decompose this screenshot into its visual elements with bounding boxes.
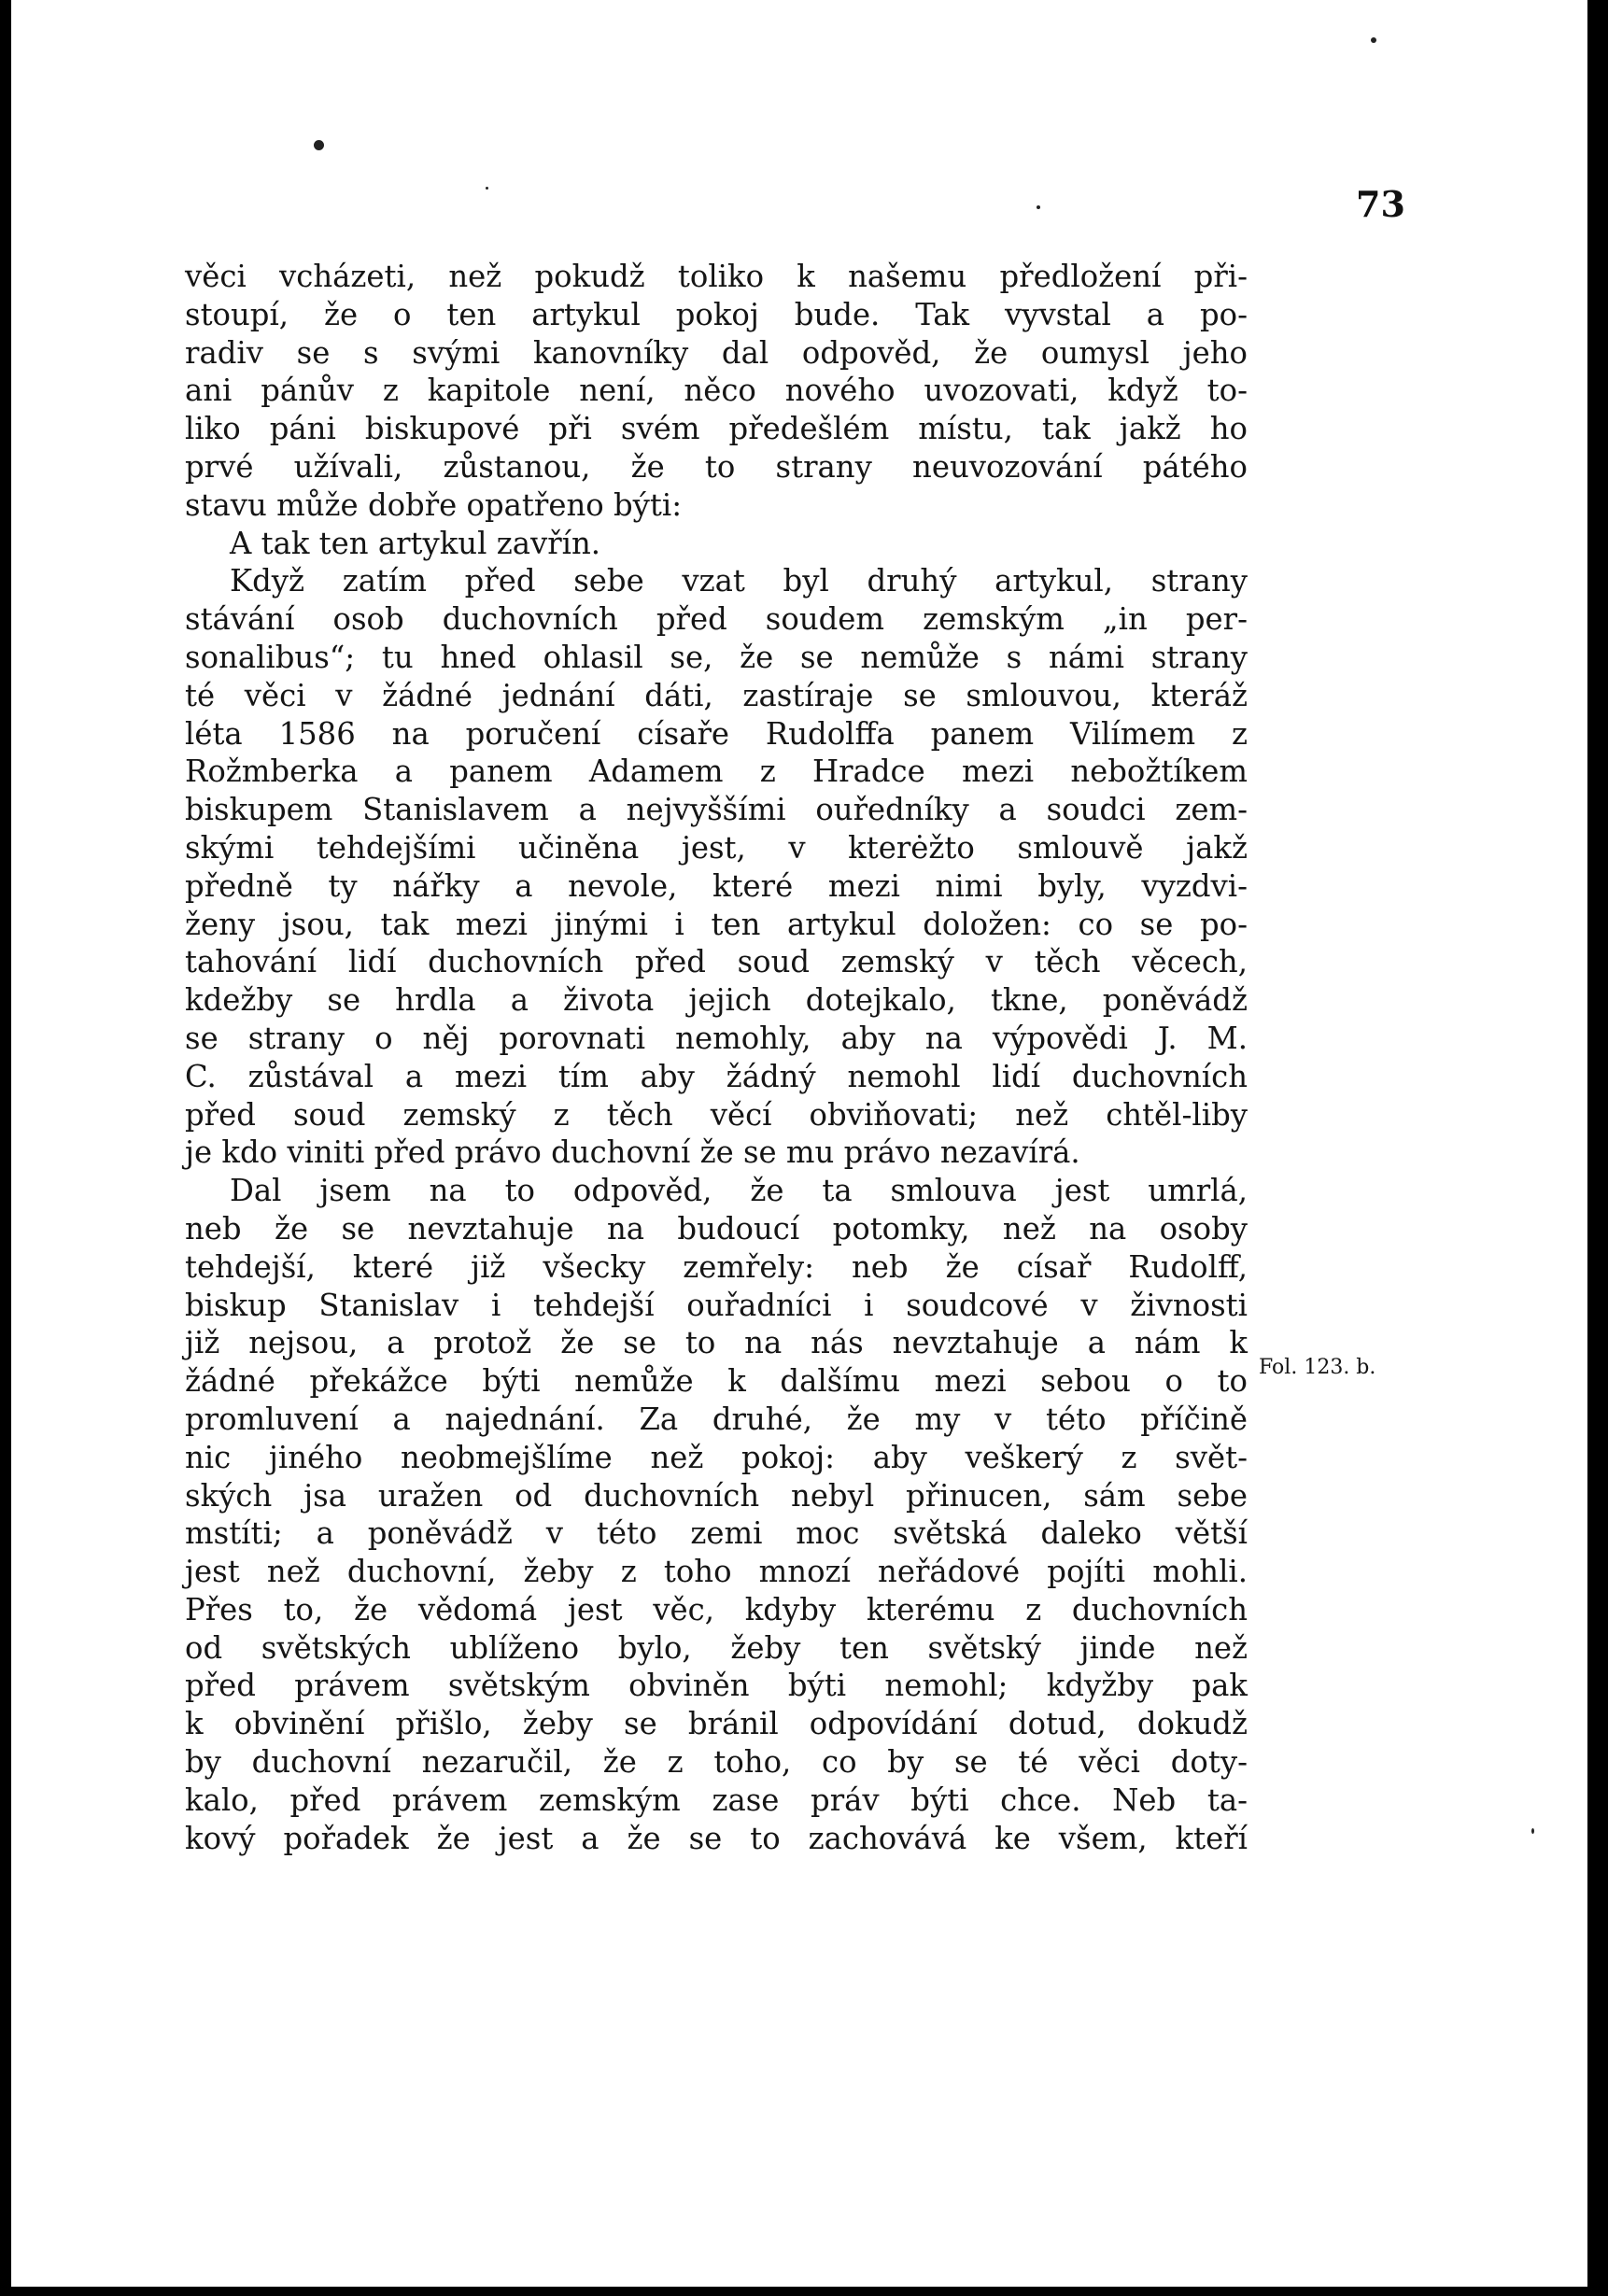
print-speck [314,140,324,150]
body-text [185,258,1248,1857]
text-line: jest než duchovní, žeby z toho mnozí neřádové pojíti mohli. [185,1554,1248,1590]
text-line: Rožmberka a panem Adamem z Hradce mezi nebožtíkem [185,754,1248,790]
text-line: radiv se s svými kanovníky dal odpověd, že oumysl jeho [185,334,1248,371]
text-line: nic jiného neobmejšlíme než pokoj: aby veškerý z svět- [185,1439,1248,1475]
text-line: té věci v žádné jednání dáti, zastíraje se smlouvou, kteráž [185,677,1248,713]
text-line: biskupem Stanislavem a nejvyššími ouředníky a soudci zem- [185,792,1248,828]
text-line: Dal jsem na to odpověd, že ta smlouva jest umrlá, [230,1173,1248,1209]
text-line: ani pánův z kapitole není, něco nového uvozovati, když to- [185,373,1248,409]
text-line: C. zůstával a mezi tím aby žádný nemohl lidí duchovních [185,1058,1248,1094]
text-line: před soud zemský z těch věcí obviňovati; než chtěl-liby [185,1096,1248,1133]
page-number: 73 [1356,183,1405,225]
book-page [11,0,1587,2287]
text-line: věci vcházeti, než pokudž toliko k našemu předložení při- [185,259,1248,294]
margin-note: Fol. 123. b. [1259,1356,1376,1379]
text-line: tehdejší, které již všecky zemřely: neb že císař Rudolff, [185,1248,1248,1285]
text-line: stavu může dobře opatřeno býti: [185,486,683,523]
text-line: Když zatím před sebe vzat byl druhý artykul, strany [230,563,1248,599]
text-line: k obvinění přišlo, žeby se bránil odpovídání dotud, dokudž [185,1706,1248,1742]
text-line: ženy jsou, tak mezi jinými i ten artykul doložen: co se po- [185,906,1248,942]
text-line: žádné překážce býti nemůže k dalšímu mezi sebou o to [185,1363,1248,1400]
text-line: skými tehdejšími učiněna jest, v kterėžto smlouvě jakž [185,829,1248,866]
text-line: promluvení a najednání. Za druhé, že my v této příčině [185,1401,1248,1437]
text-line: prvé užívali, zůstanou, že to strany neuvozování pátého [185,448,1248,485]
print-speck [1371,37,1376,43]
print-speck [486,187,488,190]
text-line: od světských ublíženo bylo, žeby ten světský jinde než [185,1629,1248,1666]
text-line: se strany o něj porovnati nemohly, aby na výpovědi J. M. [185,1020,1248,1056]
text-line: tahování lidí duchovních před soud zemský v těch věcech, [185,944,1248,980]
text-line: sonalibus“; tu hned ohlasil se, že se nemůže s námi strany [185,639,1248,675]
text-line: neb že se nevztahuje na budoucí potomky, než na osoby [185,1210,1248,1247]
text-line: biskup Stanislav i tehdejší ouřadníci i soudcové v živnosti [185,1287,1248,1323]
text-line: kalo, před právem zemským zase práv býti chce. Neb ta- [185,1782,1248,1818]
text-line: již nejsou, a protož že se to na nás nevztahuje a nám k [185,1325,1248,1361]
text-line: léta 1586 na poručení císaře Rudolffa panem Vilímem z [185,715,1248,752]
text-line: Přes to, že vědomá jest věc, kdyby kterému z duchovních [185,1591,1248,1627]
text-line: stávání osob duchovních před soudem zemským „in per- [185,601,1248,638]
text-line: je kdo viniti před právo duchovní že se mu právo nezavírá. [185,1134,1080,1171]
print-speck [1037,205,1040,209]
text-line: by duchovní nezaručil, že z toho, co by se té věci doty- [185,1744,1248,1781]
text-line: kdežby se hrdla a života jejich dotejkalo, tkne, poněvádž [185,982,1248,1019]
text-line: před právem světským obviněn býti nemohl; kdyžby pak [185,1668,1248,1704]
text-line: ských jsa uražen od duchovních nebyl přinucen, sám sebe [185,1477,1248,1514]
text-line: A tak ten artykul zavřín. [230,525,601,561]
text-line: stoupí, že o ten artykul pokoj bude. Tak vyvstal a po- [185,296,1248,332]
text-line: mstíti; a poněvádž v této zemi moc světská daleko větší [185,1515,1248,1552]
print-speck [1531,1828,1534,1834]
text-line: kový pořadek že jest a že se to zachovává ke všem, kteří [185,1820,1248,1856]
text-line: předně ty nářky a nevole, které mezi nimi byly, vyzdvi- [185,867,1248,904]
text-line: liko páni biskupové při svém předešlém místu, tak jakž ho [185,411,1248,447]
